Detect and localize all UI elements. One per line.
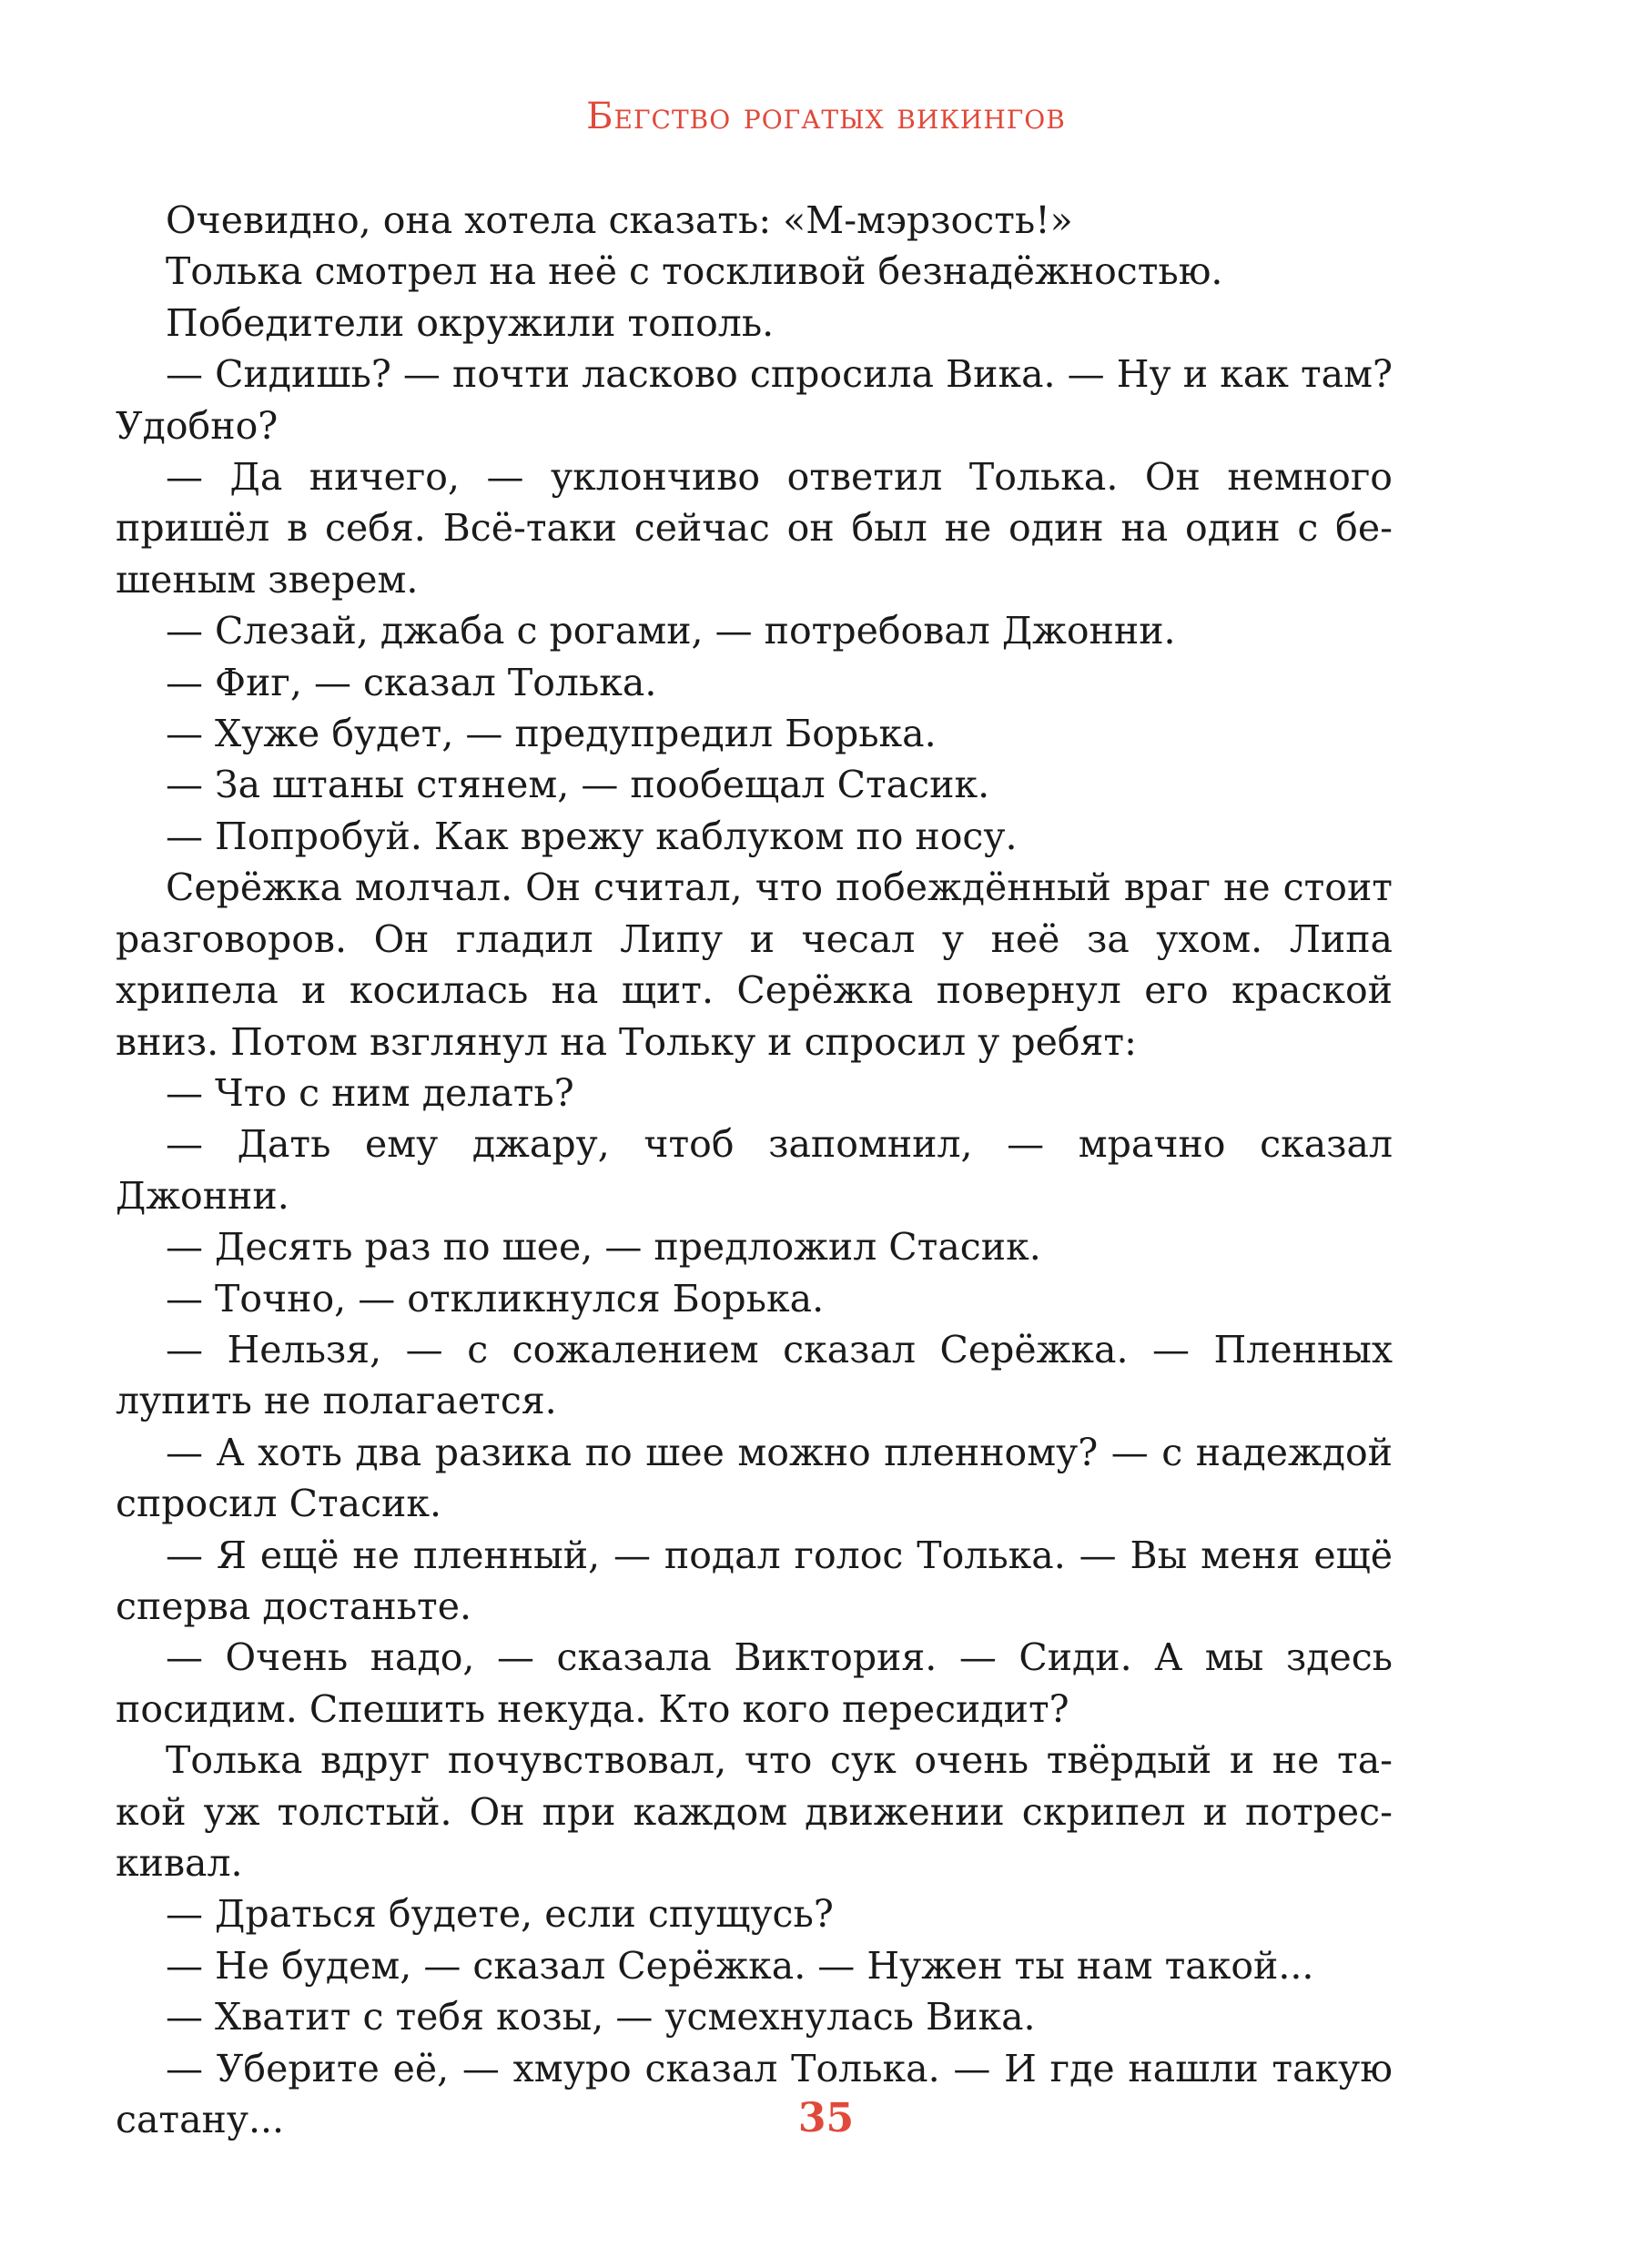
paragraph: Толька смотрел на неё с тоскливой безнадёжностью. <box>166 249 1223 294</box>
paragraph: Серёжка молчал. Он считал, что побеждённый враг не стоит разговоров. Он гладил Липу и чесал у неё за ухом. Липа хрипела и косилась на щит. Серёжка повернул его краской вниз. Потом взглянул на Тольку и спросил у ребят: <box>116 865 1393 1064</box>
paragraph: — Сидишь? — почти ласково спросила Вика. — Ну и как там? Удобно? <box>116 352 1393 448</box>
paragraph: — Хватит с тебя козы, — усмехнулась Вика. <box>166 1995 1036 2039</box>
body-text <box>116 195 1393 2145</box>
paragraph: — Очень надо, — сказала Виктория. — Сиди. А мы здесь посидим. Спешить некуда. Кто кого пересидит? <box>116 1635 1393 1731</box>
paragraph: Победители окружили тополь. <box>166 300 775 345</box>
paragraph: — За штаны стянем, — пообещал Стасик. <box>166 763 990 807</box>
running-head: Бегство рогатых викингов <box>586 96 1066 137</box>
page-number: 35 <box>797 2095 855 2141</box>
paragraph: — Я ещё не пленный, — подал голос Толька. — Вы меня ещё сперва достаньте. <box>116 1533 1393 1628</box>
paragraph: — Не будем, — сказал Серёжка. — Нужен ты нам такой... <box>166 1943 1314 1988</box>
paragraph: Толька вдруг почувствовал, что сук очень твёрдый и не такой уж толстый. Он при каждом движении скрипел и потрескивал. <box>116 1738 1393 1885</box>
paragraph: — Драться будете, если спущусь? <box>166 1892 834 1937</box>
paragraph: — Что с ним делать? <box>166 1070 574 1115</box>
paragraph: — Десять раз по шее, — предложил Стасик. <box>166 1225 1041 1270</box>
paragraph: — Нельзя, — с сожалением сказал Серёжка. — Пленных лупить не полагается. <box>116 1327 1393 1423</box>
paragraph: — Точно, — откликнулся Борька. <box>166 1276 825 1321</box>
paragraph: — Хуже будет, — предупредил Борька. <box>166 712 937 756</box>
paragraph: — Да ничего, — уклончиво ответил Толька. Он немного пришёл в себя. Всё-таки сейчас он был не один на один с бешеным зверем. <box>116 455 1393 602</box>
paragraph: — А хоть два разика по шее можно пленному? — с надеждой спросил Стасик. <box>116 1430 1393 1526</box>
paragraph: — Слезай, джаба с рогами, — потребовал Джонни. <box>166 609 1176 653</box>
paragraph: — Попробуй. Как врежу каблуком по носу. <box>166 814 1018 858</box>
paragraph: — Дать ему джару, чтоб запомнил, — мрачно сказал Джонни. <box>116 1122 1393 1218</box>
paragraph: — Уберите её, — хмуро сказал Толька. — И где нашли такую сатану... <box>116 2046 1393 2142</box>
paragraph: — Фиг, — сказал Толька. <box>166 660 657 704</box>
paragraph: Очевидно, она хотела сказать: «М-мэрзость!» <box>166 198 1073 242</box>
